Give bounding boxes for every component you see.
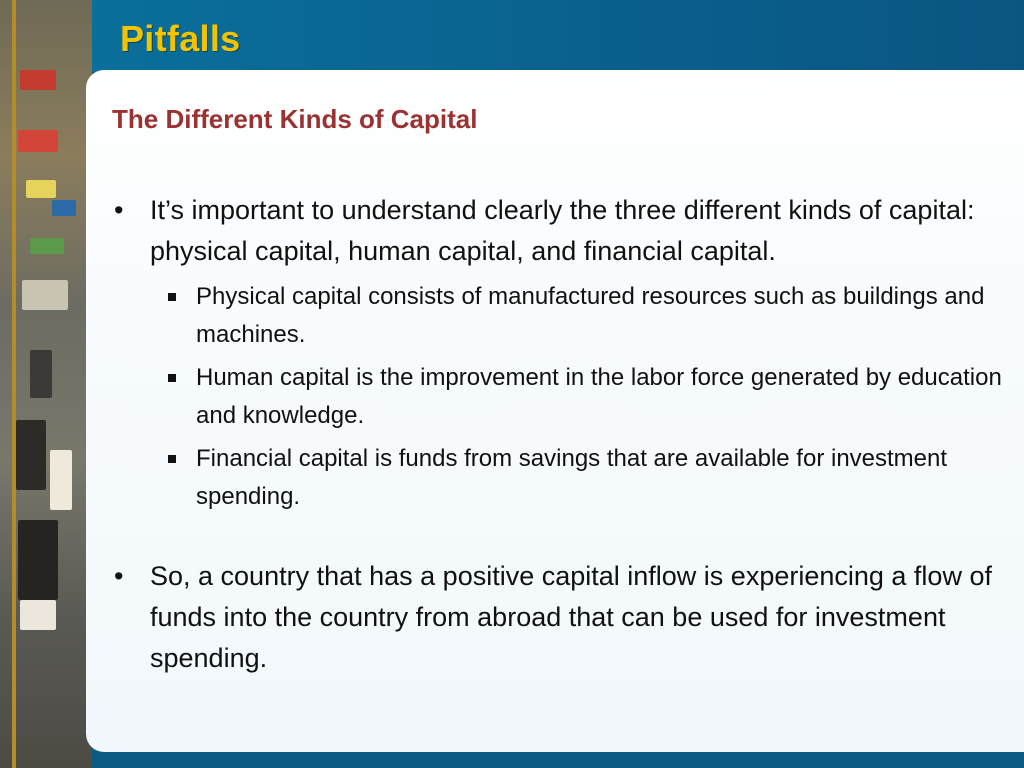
street-sign <box>30 350 52 398</box>
sub-bullet-text: Human capital is the improvement in the labor force generated by education and knowledge. <box>196 364 1002 429</box>
street-sign <box>18 520 58 600</box>
bullet-list <box>112 190 1002 679</box>
sub-bullet-item <box>112 440 1002 516</box>
street-sign <box>52 200 76 216</box>
street-sign <box>22 280 68 310</box>
bullet-text: It’s important to understand clearly the three different kinds of capital: physical capital, human capital, and financial capital. <box>150 195 975 266</box>
street-sign <box>30 238 64 254</box>
street-sign <box>20 70 56 90</box>
street-sign <box>18 130 58 152</box>
bullet-item <box>112 190 1002 272</box>
sub-bullet-item <box>112 278 1002 354</box>
bullet-text: So, a country that has a positive capital inflow is experiencing a flow of funds into the country from abroad that can be used for investment spending. <box>150 561 992 673</box>
sub-bullet-text: Financial capital is funds from savings that are available for investment spending. <box>196 445 948 510</box>
street-sign <box>20 600 56 630</box>
sub-bullet-item <box>112 359 1002 435</box>
slide-subtitle: The Different Kinds of Capital <box>112 104 478 134</box>
street-sign <box>26 180 56 198</box>
bullet-dot-icon: • <box>114 195 124 225</box>
sub-bullet-text: Physical capital consists of manufactured resources such as buildings and machines. <box>196 283 985 348</box>
slide-title: Pitfalls <box>120 18 241 59</box>
square-bullet-icon <box>168 455 176 463</box>
bottom-band <box>92 752 1024 768</box>
gold-edge-line <box>12 0 16 768</box>
street-sign <box>16 420 46 490</box>
bullet-dot-icon: • <box>114 561 124 591</box>
square-bullet-icon <box>168 293 176 301</box>
street-sign <box>50 450 72 510</box>
left-photo-strip <box>0 0 92 768</box>
square-bullet-icon <box>168 374 176 382</box>
bullet-item <box>112 556 1002 679</box>
